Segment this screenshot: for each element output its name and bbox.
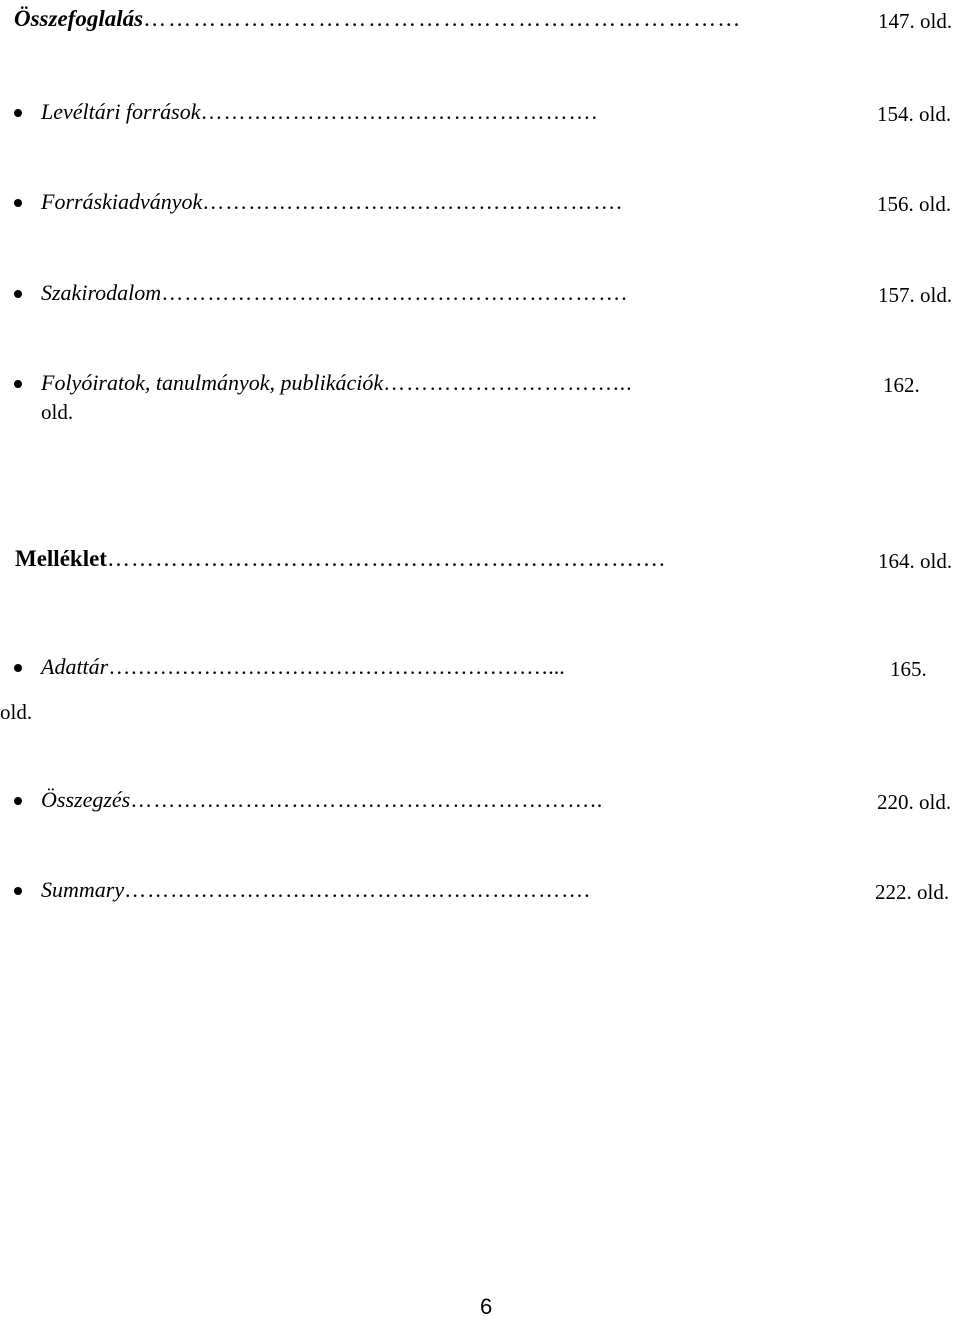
toc-page-ref: 162. (883, 373, 920, 397)
toc-item-osszegzes (41, 787, 603, 813)
toc-item-title: Levéltári források (41, 99, 201, 124)
toc-item-title: Összegzés (41, 787, 131, 812)
toc-item-adattar (41, 654, 565, 680)
toc-item-title: Adattár (41, 654, 109, 679)
toc-leader: ……………………………………………. (200, 99, 598, 124)
toc-heading-title: Összefoglalás (14, 6, 144, 31)
bullet-icon (14, 797, 22, 805)
toc-page-ref: 156. old. (877, 192, 952, 216)
toc-leader: …………………………... (383, 370, 633, 395)
toc-item-title: Summary (41, 877, 125, 902)
toc-item-folyoiratok (41, 370, 633, 396)
toc-heading-summary (14, 6, 741, 32)
toc-leader: ……………………………………………………………... (143, 6, 742, 31)
toc-page-ref: 147. old. (878, 9, 953, 33)
toc-item-title: Szakirodalom (41, 280, 162, 305)
toc-page-ref: 165. (890, 657, 927, 681)
toc-item-szakirodalom (41, 280, 628, 306)
toc-item-summary (41, 877, 591, 903)
toc-leader: ……………………………………………………………. (106, 546, 666, 571)
toc-page-ref: 164. old. (878, 549, 953, 573)
toc-leader: ……………………………………………………. (124, 877, 591, 902)
bullet-icon (14, 664, 22, 672)
toc-page-ref: 157. old. (878, 283, 953, 307)
toc-page-ref: 220. old. (877, 790, 952, 814)
toc-item-leveltari-forrasok (41, 99, 598, 125)
toc-item-title: Folyóiratok, tanulmányok, publikációk (41, 370, 384, 395)
toc-page-ref-continuation: old. (41, 400, 74, 424)
toc-leader: ………………………………………………. (202, 189, 623, 214)
toc-leader: ……………………………………………………. (161, 280, 628, 305)
toc-heading-appendix (15, 546, 666, 572)
bullet-icon (14, 109, 22, 117)
toc-page-ref: 222. old. (875, 880, 950, 904)
toc-page-ref: 154. old. (877, 102, 952, 126)
toc-leader: ……………………………………………………... (108, 654, 565, 679)
bullet-icon (14, 887, 22, 895)
toc-page-ref-continuation: old. (0, 700, 33, 724)
bullet-icon (14, 199, 22, 207)
page-number: 6 (480, 1294, 493, 1319)
toc-heading-title: Melléklet (15, 546, 107, 571)
toc-leader: …………………………………………………….. (130, 787, 604, 812)
bullet-icon (14, 380, 22, 388)
bullet-icon (14, 290, 22, 298)
toc-item-title: Forráskiadványok (41, 189, 203, 214)
toc-item-forraskiadvanyok (41, 189, 623, 215)
